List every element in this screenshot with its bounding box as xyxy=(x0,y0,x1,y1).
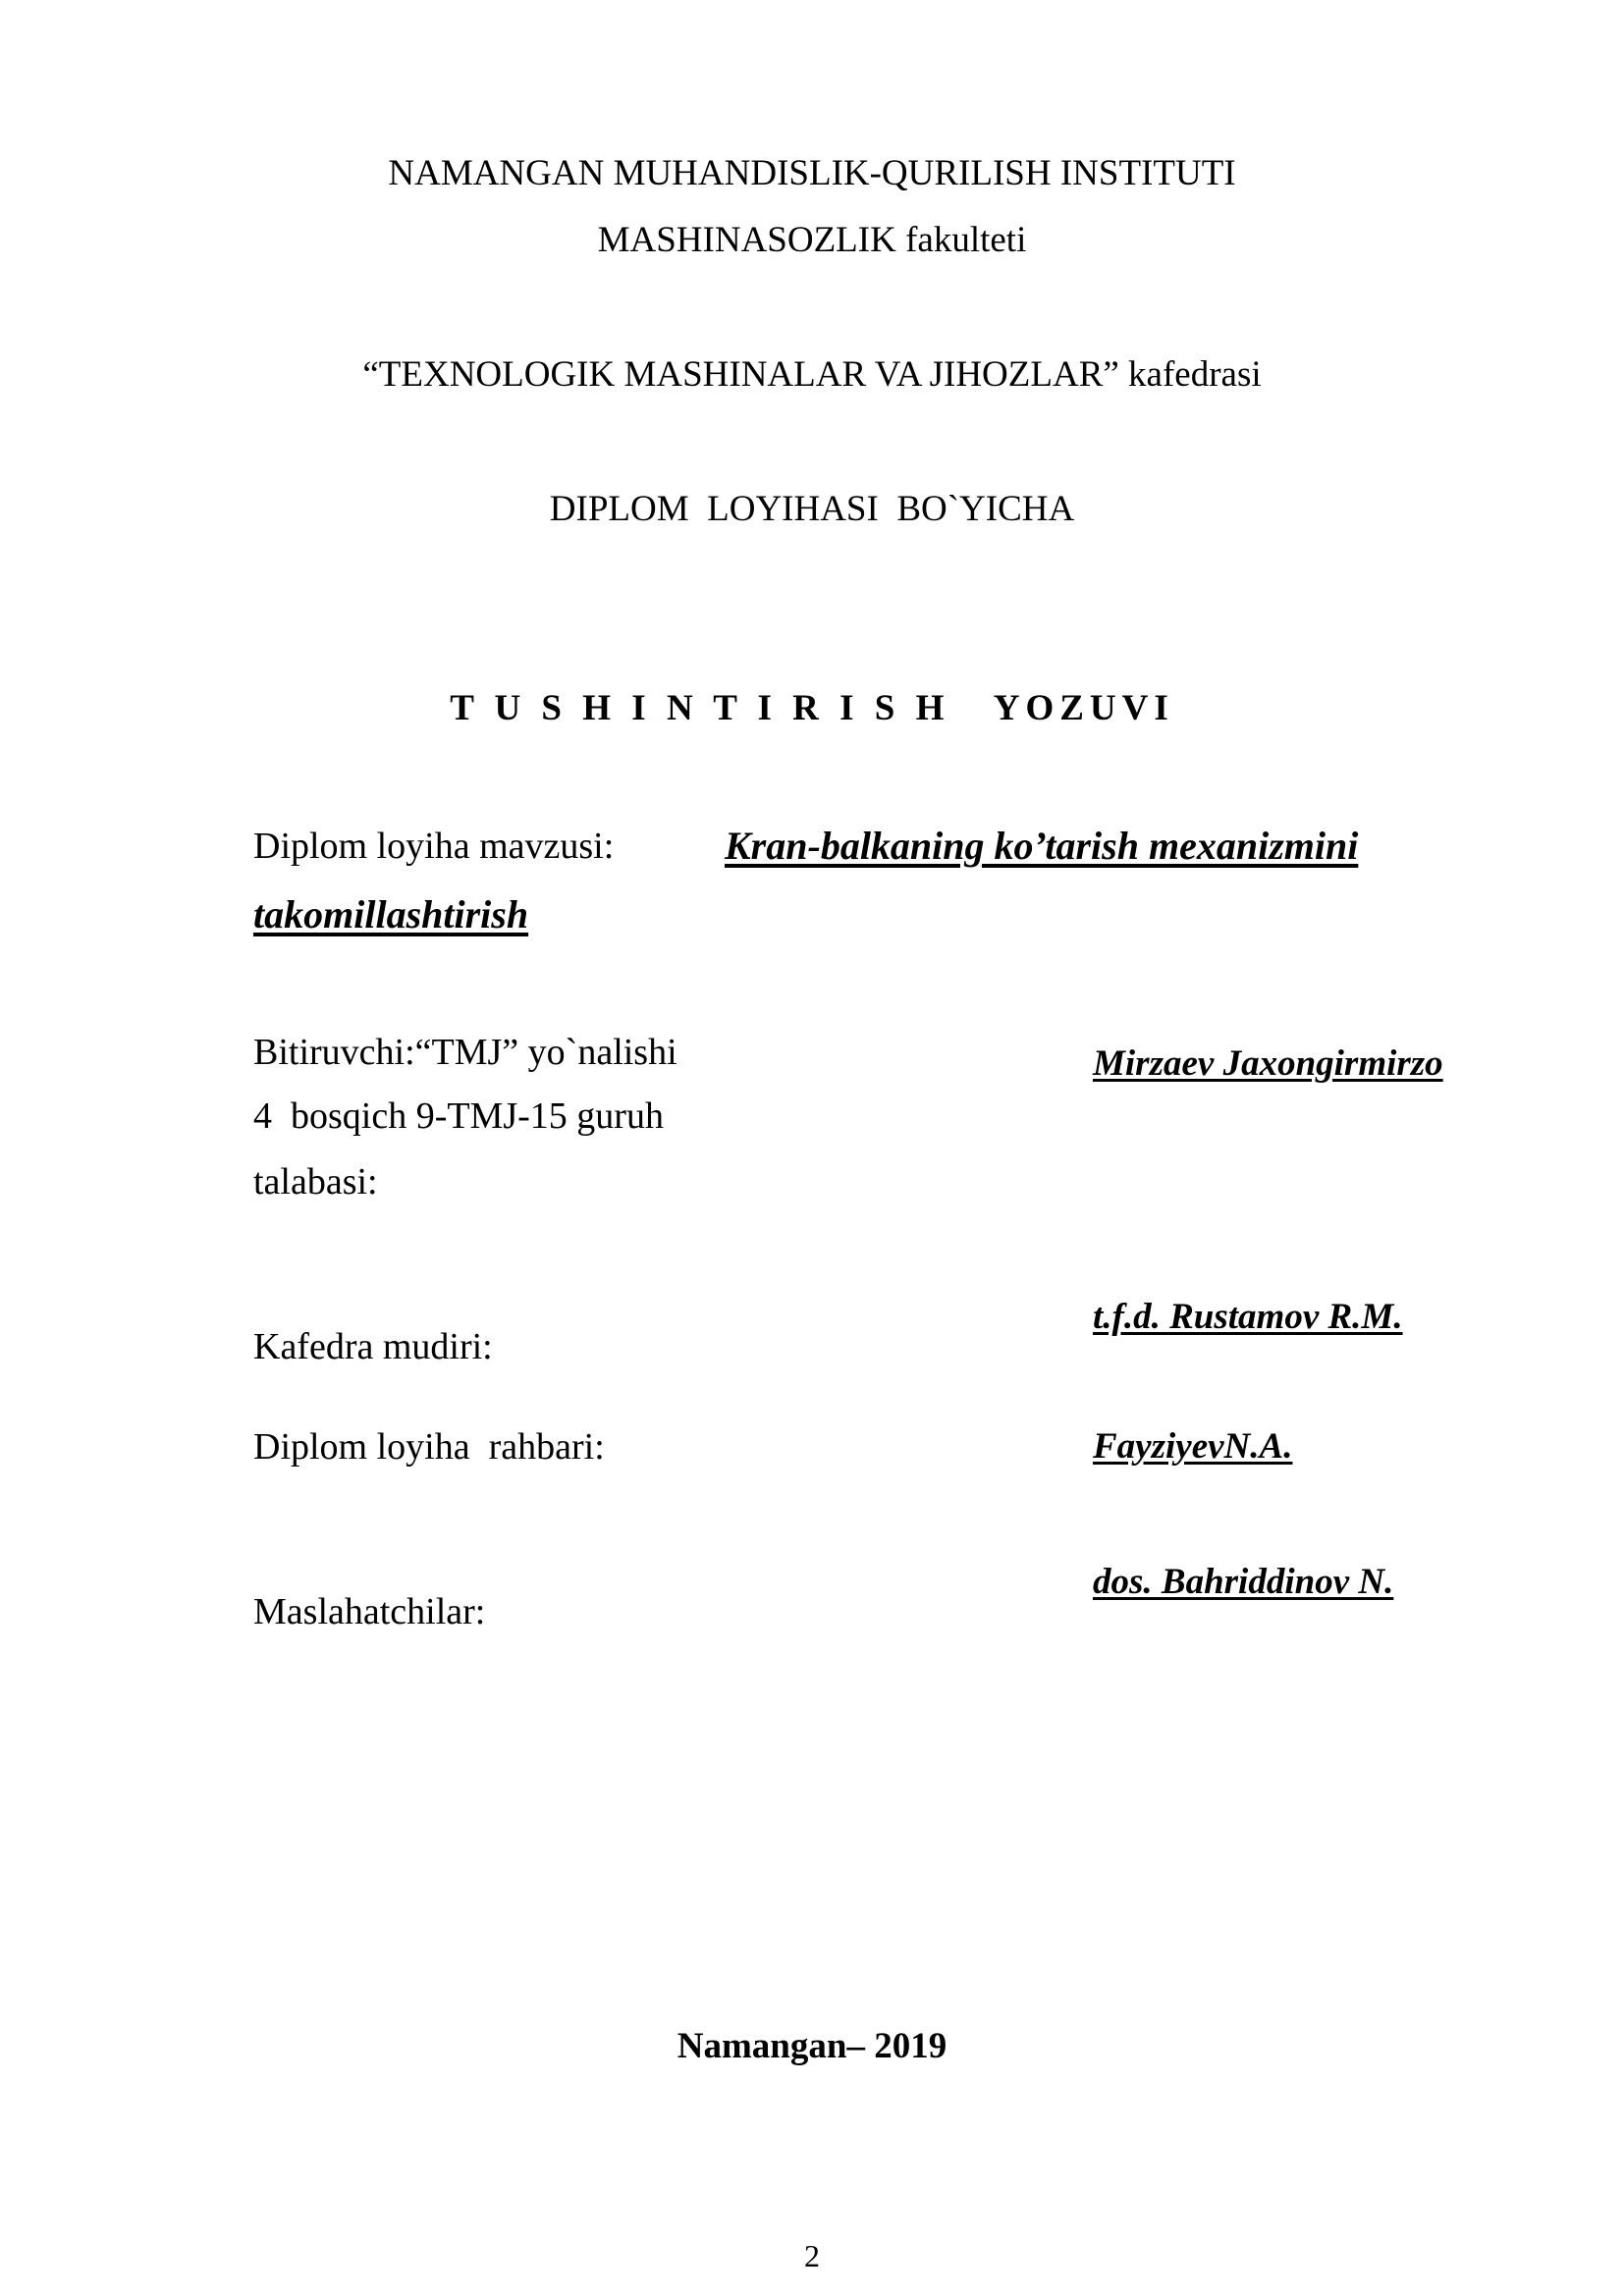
document-title: T U S H I N T I R I S H YOZUVI xyxy=(450,688,1174,728)
graduate-label-line2: 4 bosqich 9-TMJ-15 guruh xyxy=(253,1095,664,1137)
department-name: “TEXNOLOGIK MASHINALAR VA JIHOZLAR” kafedrasi xyxy=(362,354,1262,395)
graduate-label-line3: talabasi: xyxy=(253,1161,378,1202)
topic-label: Diplom loyiha mavzusi: xyxy=(253,826,615,867)
head-of-department-name: t.f.d. Rustamov R.M. xyxy=(1093,1297,1403,1337)
faculty-name: MASHINASOZLIK fakulteti xyxy=(597,220,1027,260)
project-type: DIPLOM LOYIHASI BO`YICHA xyxy=(549,489,1075,529)
head-of-department-label: Kafedra mudiri: xyxy=(253,1326,493,1367)
graduate-name: Mirzaev Jaxongirmirzo xyxy=(1093,1043,1443,1084)
topic-value-line2: takomillashtirish xyxy=(253,892,529,936)
supervisor-name: FayziyevN.A. xyxy=(1093,1426,1293,1467)
institute-name: NAMANGAN MUHANDISLIK-QURILISH INSTITUTI xyxy=(388,153,1236,193)
city-year: Namangan– 2019 xyxy=(677,2026,947,2066)
supervisor-label: Diplom loyiha rahbari: xyxy=(253,1426,605,1468)
consultant-name: dos. Bahriddinov N. xyxy=(1093,1562,1394,1602)
graduate-label-line1: Bitiruvchi:“TMJ” yo`nalishi xyxy=(253,1032,677,1073)
topic-value-line1: Kran-balkaning ko’tarish mexanizmini xyxy=(725,824,1359,868)
page-number: 2 xyxy=(804,2238,820,2273)
consultants-label: Maslahatchilar: xyxy=(253,1591,486,1632)
